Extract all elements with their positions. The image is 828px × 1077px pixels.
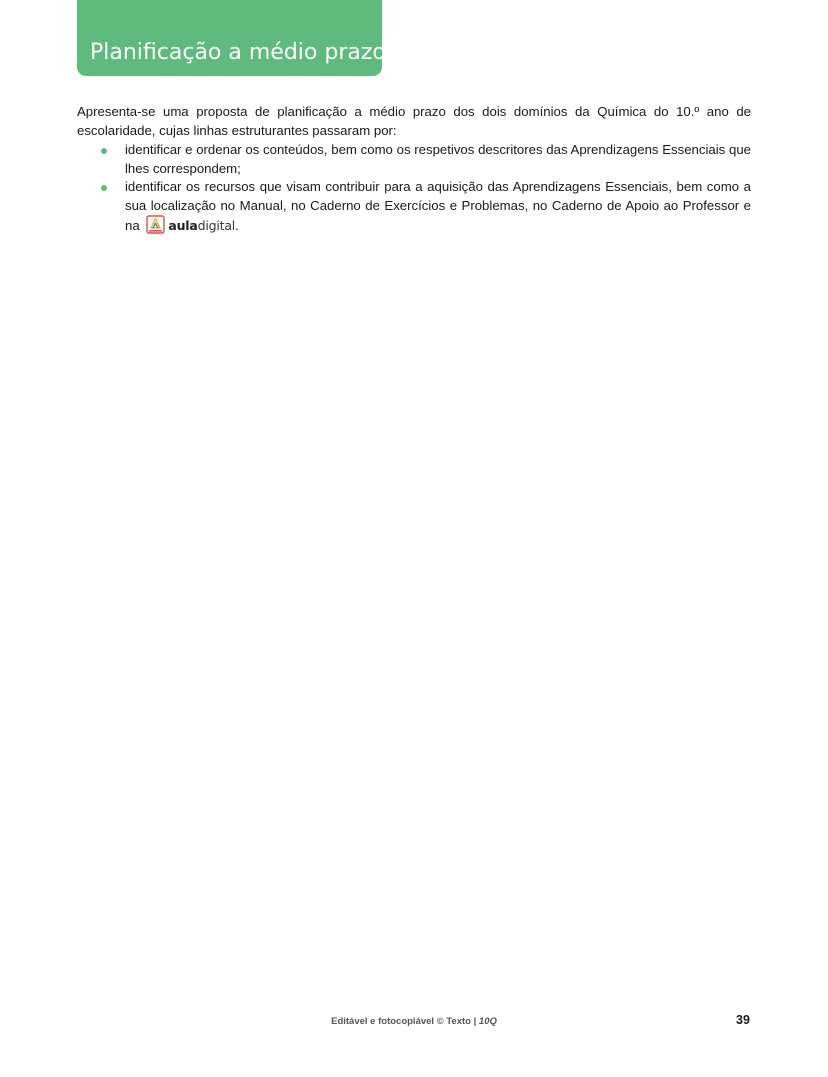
list-item bbox=[77, 178, 751, 236]
bullet-dot-icon bbox=[101, 185, 107, 191]
aula-digital-wordmark bbox=[168, 218, 235, 233]
bullet-list bbox=[77, 141, 751, 236]
list-item-text: identificar os recursos que visam contribuir para a aquisição das Aprendizagens Essenciais, bem como a sua localização no Manual, no Caderno de Exercícios e Problemas, no Caderno de Apoio ao Professor e na bbox=[125, 179, 751, 233]
list-item-text: identificar e ordenar os conteúdos, bem como os respetivos descritores das Aprendizagens Essenciais que lhes correspondem; bbox=[125, 142, 751, 176]
brand-light-text: digital bbox=[197, 218, 236, 233]
list-item bbox=[77, 141, 751, 178]
page-number: 39 bbox=[736, 1013, 750, 1027]
bullet-dot-icon bbox=[101, 148, 107, 154]
page-footer bbox=[0, 1015, 828, 1029]
section-title-tab bbox=[77, 0, 386, 76]
intro-paragraph: Apresenta-se uma proposta de planificação a médio prazo dos dois domínios da Química do 10.º ano de escolaridade, cujas linhas estruturantes passaram por: bbox=[77, 104, 751, 138]
footer-text: Editável e fotocopiável © Texto | bbox=[331, 1016, 477, 1027]
footer-code: 10Q bbox=[478, 1016, 497, 1027]
main-content bbox=[77, 103, 751, 236]
page-title: Planificação a médio prazo bbox=[90, 40, 386, 65]
list-item-end: . bbox=[235, 218, 239, 233]
aula-digital-logo-icon bbox=[146, 215, 165, 234]
brand-bold-text: aula bbox=[168, 218, 198, 233]
